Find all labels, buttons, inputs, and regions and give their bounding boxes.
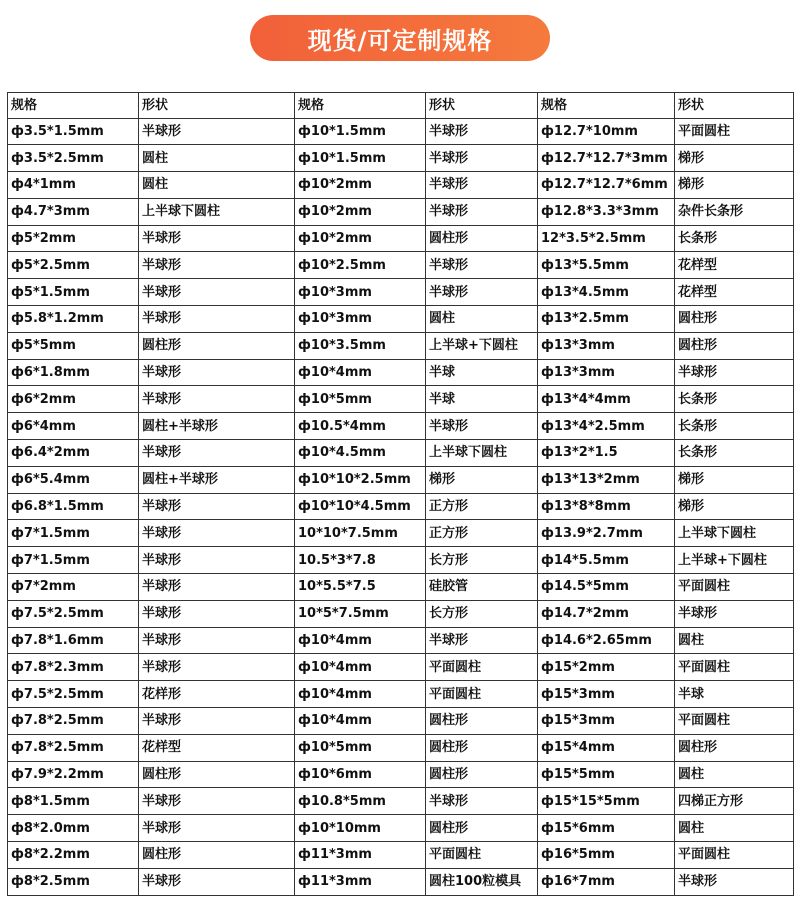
shape-cell: 半球形 xyxy=(139,708,295,735)
shape-cell: 长条形 xyxy=(675,386,794,413)
shape-cell: 平面圆柱 xyxy=(426,842,538,869)
spec-cell: ф16*7mm xyxy=(538,868,675,895)
shape-cell: 半球形 xyxy=(426,118,538,145)
spec-cell: ф8*2.5mm xyxy=(8,868,139,895)
shape-cell: 圆柱形 xyxy=(426,734,538,761)
spec-cell: ф6.8*1.5mm xyxy=(8,493,139,520)
table-row xyxy=(8,440,794,467)
spec-cell: ф12.7*12.7*6mm xyxy=(538,172,675,199)
shape-cell: 圆柱 xyxy=(426,306,538,333)
shape-cell: 半球 xyxy=(675,681,794,708)
spec-cell: ф15*3mm xyxy=(538,681,675,708)
shape-cell: 梯形 xyxy=(426,466,538,493)
spec-cell: ф13*2.5mm xyxy=(538,306,675,333)
shape-cell: 上半球下圆柱 xyxy=(675,520,794,547)
table-row xyxy=(8,306,794,333)
spec-cell: ф10.5*4mm xyxy=(295,413,426,440)
spec-cell: ф13.9*2.7mm xyxy=(538,520,675,547)
table-row xyxy=(8,654,794,681)
spec-cell: ф3.5*1.5mm xyxy=(8,118,139,145)
spec-cell: ф10*6mm xyxy=(295,761,426,788)
shape-cell: 梯形 xyxy=(675,172,794,199)
table-header-row xyxy=(8,93,794,119)
table-row xyxy=(8,359,794,386)
table-row xyxy=(8,868,794,895)
shape-cell: 圆柱 xyxy=(139,172,295,199)
spec-cell: ф10*4mm xyxy=(295,654,426,681)
shape-cell: 半球形 xyxy=(139,225,295,252)
shape-cell: 四梯正方形 xyxy=(675,788,794,815)
shape-cell: 半球形 xyxy=(426,279,538,306)
shape-cell: 半球形 xyxy=(426,145,538,172)
spec-cell: ф15*2mm xyxy=(538,654,675,681)
spec-cell: ф10*5mm xyxy=(295,734,426,761)
shape-cell: 圆柱 xyxy=(139,145,295,172)
table-row xyxy=(8,842,794,869)
shape-cell: 半球形 xyxy=(426,627,538,654)
spec-table xyxy=(7,92,794,896)
shape-cell: 半球形 xyxy=(139,547,295,574)
shape-cell: 半球形 xyxy=(426,788,538,815)
shape-cell: 硅胶管 xyxy=(426,574,538,601)
shape-cell: 圆柱 xyxy=(675,815,794,842)
spec-cell: ф7*1.5mm xyxy=(8,520,139,547)
shape-cell: 圆柱形 xyxy=(675,306,794,333)
spec-cell: ф8*2.2mm xyxy=(8,842,139,869)
spec-cell: ф7.8*2.3mm xyxy=(8,654,139,681)
table-row xyxy=(8,118,794,145)
spec-cell: ф11*3mm xyxy=(295,842,426,869)
shape-cell: 正方形 xyxy=(426,520,538,547)
spec-cell: ф10*4mm xyxy=(295,708,426,735)
spec-cell: ф10*2.5mm xyxy=(295,252,426,279)
header-spec: 规格 xyxy=(8,93,139,119)
shape-cell: 圆柱形 xyxy=(675,734,794,761)
table-row xyxy=(8,574,794,601)
shape-cell: 平面圆柱 xyxy=(426,654,538,681)
spec-cell: ф6.4*2mm xyxy=(8,440,139,467)
shape-cell: 花样型 xyxy=(675,252,794,279)
spec-cell: ф10*10mm xyxy=(295,815,426,842)
spec-cell: ф14.7*2mm xyxy=(538,600,675,627)
spec-cell: ф10*3.5mm xyxy=(295,332,426,359)
shape-cell: 半球形 xyxy=(139,279,295,306)
spec-cell: ф14.6*2.65mm xyxy=(538,627,675,654)
table-row xyxy=(8,734,794,761)
spec-cell: ф12.8*3.3*3mm xyxy=(538,198,675,225)
shape-cell: 长条形 xyxy=(675,440,794,467)
spec-cell: 10*5.5*7.5 xyxy=(295,574,426,601)
shape-cell: 平面圆柱 xyxy=(426,681,538,708)
table-row xyxy=(8,279,794,306)
shape-cell: 半球形 xyxy=(139,359,295,386)
table-row xyxy=(8,520,794,547)
spec-cell: ф10*2mm xyxy=(295,225,426,252)
shape-cell: 上半球+下圆柱 xyxy=(675,547,794,574)
shape-cell: 半球形 xyxy=(139,627,295,654)
spec-cell: ф13*4*2.5mm xyxy=(538,413,675,440)
spec-cell: ф10.8*5mm xyxy=(295,788,426,815)
shape-cell: 杂件长条形 xyxy=(675,198,794,225)
spec-cell: ф10*5mm xyxy=(295,386,426,413)
spec-cell: ф7*2mm xyxy=(8,574,139,601)
shape-cell: 平面圆柱 xyxy=(675,118,794,145)
spec-cell: ф5.8*1.2mm xyxy=(8,306,139,333)
shape-cell: 半球形 xyxy=(139,440,295,467)
spec-cell: ф8*1.5mm xyxy=(8,788,139,815)
spec-cell: ф10*4mm xyxy=(295,681,426,708)
spec-cell: ф13*4*4mm xyxy=(538,386,675,413)
spec-cell: ф4.7*3mm xyxy=(8,198,139,225)
page-title: 现货/可定制规格 xyxy=(250,15,550,61)
shape-cell: 长条形 xyxy=(675,413,794,440)
table-row xyxy=(8,332,794,359)
spec-cell: ф7.5*2.5mm xyxy=(8,681,139,708)
spec-cell: ф10*3mm xyxy=(295,306,426,333)
shape-cell: 半球 xyxy=(426,386,538,413)
table-row xyxy=(8,788,794,815)
shape-cell: 半球形 xyxy=(139,386,295,413)
shape-cell: 圆柱形 xyxy=(139,332,295,359)
spec-cell: ф7.8*2.5mm xyxy=(8,734,139,761)
shape-cell: 梯形 xyxy=(675,493,794,520)
shape-cell: 长方形 xyxy=(426,600,538,627)
spec-cell: ф6*4mm xyxy=(8,413,139,440)
spec-cell: ф13*5.5mm xyxy=(538,252,675,279)
shape-cell: 圆柱 xyxy=(675,627,794,654)
shape-cell: 上半球下圆柱 xyxy=(139,198,295,225)
table-row xyxy=(8,600,794,627)
spec-cell: ф11*3mm xyxy=(295,868,426,895)
spec-cell: ф10*1.5mm xyxy=(295,145,426,172)
spec-cell: ф12.7*10mm xyxy=(538,118,675,145)
spec-cell: ф3.5*2.5mm xyxy=(8,145,139,172)
table-row xyxy=(8,815,794,842)
spec-cell: ф15*4mm xyxy=(538,734,675,761)
spec-cell: 10*5*7.5mm xyxy=(295,600,426,627)
header-shape: 形状 xyxy=(139,93,295,119)
table-row xyxy=(8,413,794,440)
shape-cell: 圆柱形 xyxy=(139,761,295,788)
spec-cell: ф7.8*1.6mm xyxy=(8,627,139,654)
spec-cell: ф10*1.5mm xyxy=(295,118,426,145)
spec-cell: ф13*4.5mm xyxy=(538,279,675,306)
table-row xyxy=(8,145,794,172)
shape-cell: 半球形 xyxy=(675,600,794,627)
shape-cell: 梯形 xyxy=(675,466,794,493)
shape-cell: 正方形 xyxy=(426,493,538,520)
spec-cell: ф5*5mm xyxy=(8,332,139,359)
shape-cell: 半球形 xyxy=(426,172,538,199)
spec-cell: ф15*5mm xyxy=(538,761,675,788)
table-row xyxy=(8,466,794,493)
shape-cell: 半球形 xyxy=(139,252,295,279)
shape-cell: 半球形 xyxy=(139,788,295,815)
shape-cell: 花样型 xyxy=(675,279,794,306)
shape-cell: 梯形 xyxy=(675,145,794,172)
shape-cell: 半球形 xyxy=(426,413,538,440)
spec-cell: ф4*1mm xyxy=(8,172,139,199)
table-row xyxy=(8,493,794,520)
shape-cell: 圆柱+半球形 xyxy=(139,466,295,493)
shape-cell: 圆柱形 xyxy=(675,332,794,359)
table-row xyxy=(8,761,794,788)
spec-cell: ф13*3mm xyxy=(538,359,675,386)
spec-cell: ф10*10*2.5mm xyxy=(295,466,426,493)
header-spec: 规格 xyxy=(295,93,426,119)
shape-cell: 上半球下圆柱 xyxy=(426,440,538,467)
spec-cell: ф5*2mm xyxy=(8,225,139,252)
shape-cell: 半球形 xyxy=(426,252,538,279)
spec-cell: ф5*1.5mm xyxy=(8,279,139,306)
spec-cell: ф14*5.5mm xyxy=(538,547,675,574)
header-shape: 形状 xyxy=(675,93,794,119)
spec-cell: ф15*6mm xyxy=(538,815,675,842)
shape-cell: 圆柱形 xyxy=(139,842,295,869)
spec-cell: ф10*4mm xyxy=(295,627,426,654)
shape-cell: 平面圆柱 xyxy=(675,574,794,601)
table-row xyxy=(8,198,794,225)
shape-cell: 半球形 xyxy=(139,118,295,145)
shape-cell: 半球形 xyxy=(139,815,295,842)
spec-cell: ф7.9*2.2mm xyxy=(8,761,139,788)
spec-cell: ф7.5*2.5mm xyxy=(8,600,139,627)
spec-cell: ф5*2.5mm xyxy=(8,252,139,279)
table-row xyxy=(8,627,794,654)
shape-cell: 上半球+下圆柱 xyxy=(426,332,538,359)
spec-cell: ф10*10*4.5mm xyxy=(295,493,426,520)
spec-cell: ф10*3mm xyxy=(295,279,426,306)
shape-cell: 花样型 xyxy=(139,734,295,761)
shape-cell: 圆柱+半球形 xyxy=(139,413,295,440)
spec-cell: ф13*8*8mm xyxy=(538,493,675,520)
header-spec: 规格 xyxy=(538,93,675,119)
spec-cell: 10*10*7.5mm xyxy=(295,520,426,547)
shape-cell: 圆柱形 xyxy=(426,761,538,788)
shape-cell: 半球形 xyxy=(139,600,295,627)
spec-cell: ф6*5.4mm xyxy=(8,466,139,493)
spec-cell: ф10*4.5mm xyxy=(295,440,426,467)
shape-cell: 半球形 xyxy=(139,493,295,520)
spec-cell: ф13*3mm xyxy=(538,332,675,359)
shape-cell: 长方形 xyxy=(426,547,538,574)
spec-cell: 10.5*3*7.8 xyxy=(295,547,426,574)
spec-cell: 12*3.5*2.5mm xyxy=(538,225,675,252)
shape-cell: 平面圆柱 xyxy=(675,842,794,869)
shape-cell: 半球形 xyxy=(675,359,794,386)
spec-cell: ф14.5*5mm xyxy=(538,574,675,601)
spec-cell: ф13*2*1.5 xyxy=(538,440,675,467)
spec-cell: ф7.8*2.5mm xyxy=(8,708,139,735)
shape-cell: 圆柱 xyxy=(675,761,794,788)
shape-cell: 平面圆柱 xyxy=(675,654,794,681)
spec-cell: ф6*1.8mm xyxy=(8,359,139,386)
spec-cell: ф10*4mm xyxy=(295,359,426,386)
shape-cell: 圆柱形 xyxy=(426,225,538,252)
spec-cell: ф10*2mm xyxy=(295,198,426,225)
shape-cell: 圆柱形 xyxy=(426,708,538,735)
table-row xyxy=(8,225,794,252)
shape-cell: 半球形 xyxy=(139,574,295,601)
spec-cell: ф13*13*2mm xyxy=(538,466,675,493)
shape-cell: 长条形 xyxy=(675,225,794,252)
shape-cell: 半球形 xyxy=(139,306,295,333)
spec-cell: ф8*2.0mm xyxy=(8,815,139,842)
spec-cell: ф16*5mm xyxy=(538,842,675,869)
table-row xyxy=(8,386,794,413)
table-row xyxy=(8,547,794,574)
shape-cell: 平面圆柱 xyxy=(675,708,794,735)
spec-cell: ф15*3mm xyxy=(538,708,675,735)
shape-cell: 花样形 xyxy=(139,681,295,708)
shape-cell: 圆柱形 xyxy=(426,815,538,842)
spec-cell: ф10*2mm xyxy=(295,172,426,199)
spec-cell: ф15*15*5mm xyxy=(538,788,675,815)
shape-cell: 半球形 xyxy=(139,520,295,547)
shape-cell: 半球形 xyxy=(139,868,295,895)
shape-cell: 半球形 xyxy=(139,654,295,681)
table-row xyxy=(8,708,794,735)
shape-cell: 半球 xyxy=(426,359,538,386)
spec-cell: ф7*1.5mm xyxy=(8,547,139,574)
header-shape: 形状 xyxy=(426,93,538,119)
table-row xyxy=(8,172,794,199)
shape-cell: 半球形 xyxy=(426,198,538,225)
spec-cell: ф6*2mm xyxy=(8,386,139,413)
table-row xyxy=(8,681,794,708)
spec-cell: ф12.7*12.7*3mm xyxy=(538,145,675,172)
shape-cell: 半球形 xyxy=(675,868,794,895)
shape-cell: 圆柱100粒模具 xyxy=(426,868,538,895)
table-row xyxy=(8,252,794,279)
